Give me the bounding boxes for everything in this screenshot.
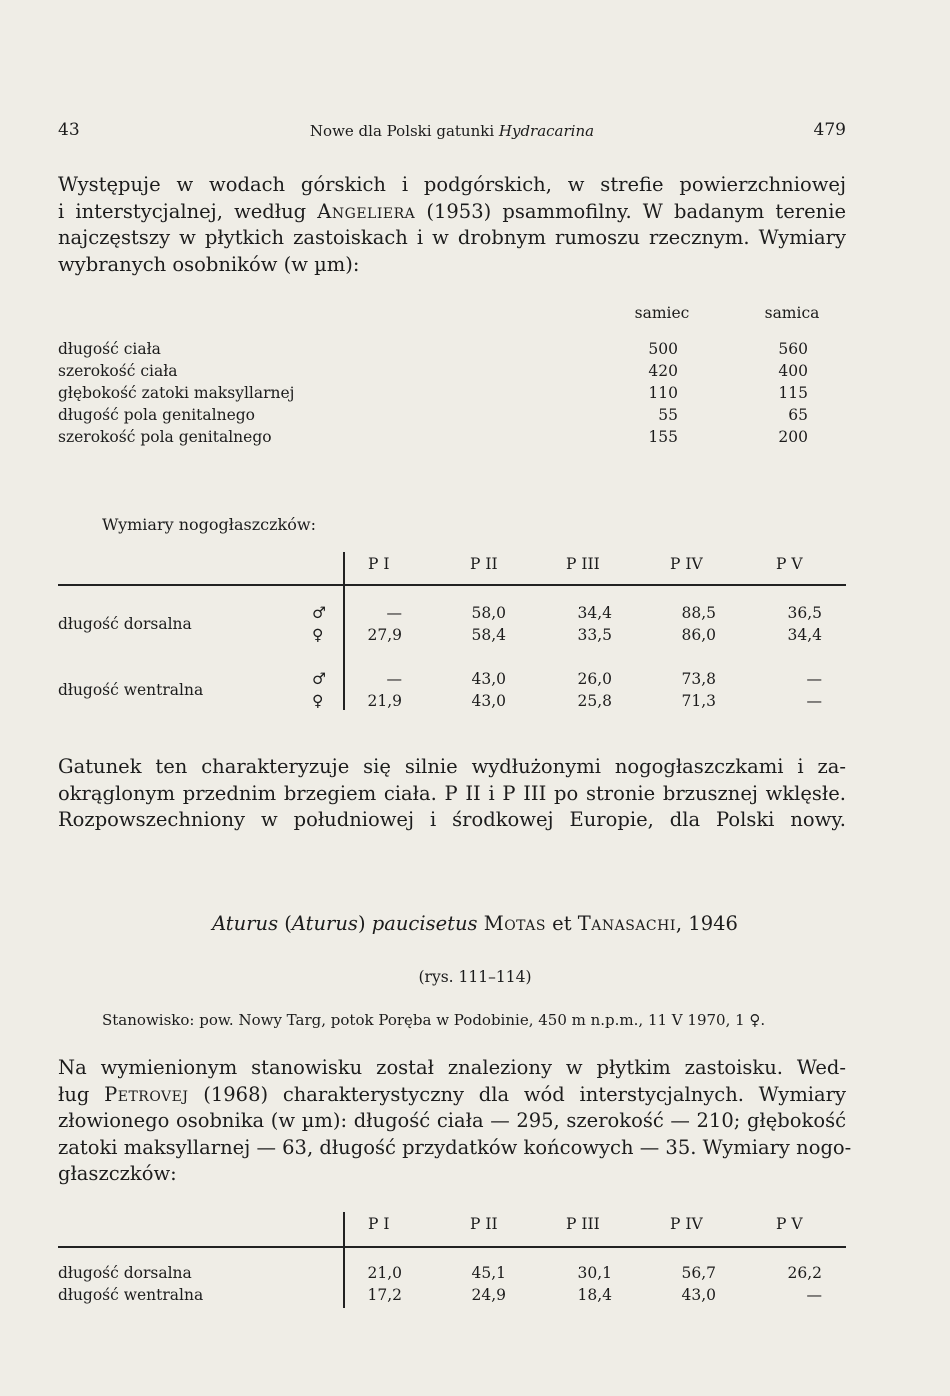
table2-row	[0, 670, 950, 692]
segment-header: P V	[776, 1215, 803, 1233]
table2-row	[0, 692, 950, 714]
table1-row	[0, 406, 950, 428]
table1-row	[0, 362, 950, 384]
dimension-label: długość pola genitalnego	[58, 406, 255, 424]
subgenus: Aturus	[291, 912, 358, 935]
para2-line: Gatunek ten charakteryzuje się silnie wydłużonymi nogogłaszczkami i za-	[58, 755, 846, 778]
table3-row	[0, 1264, 950, 1286]
author-name: Angeliera	[317, 199, 416, 223]
paragraph-occurrence	[58, 172, 846, 278]
table3-header-rule	[58, 1246, 846, 1248]
palp-value: 86,0	[681, 626, 716, 644]
station-line	[102, 1011, 846, 1029]
palp-value: 71,3	[681, 692, 716, 710]
para3-text: (1968) charakterystyczny dla wód interstycjalnych. Wymiary	[188, 1082, 847, 1106]
male-value: 155	[648, 428, 678, 446]
palp-value: —	[806, 1286, 822, 1304]
segment-header: P II	[470, 555, 498, 573]
measurement-label: długość wentralna	[58, 1286, 204, 1304]
et-word: et	[552, 912, 572, 935]
segment-header: P V	[776, 555, 803, 573]
para1-text: (1953) psammofilny. W badanym terenie	[415, 199, 846, 223]
palp-value: 43,0	[471, 692, 506, 710]
palp-value: 26,0	[577, 670, 612, 688]
palp-value: —	[806, 692, 822, 710]
genus: Aturus	[212, 912, 279, 935]
species-epithet: paucisetus	[371, 912, 478, 935]
table2-row	[0, 626, 950, 648]
author-name: Petrovej	[104, 1082, 189, 1106]
para2-line: Rozpowszechniony w południowej i środkowej Europie, dla Polski nowy.	[58, 808, 846, 831]
para2-line: okrąglonym przednim brzegiem ciała. P II i P III po stronie brzusznej wklęsłe.	[58, 781, 846, 805]
table1-row	[0, 384, 950, 406]
table2-row	[0, 604, 950, 626]
male-value: 500	[648, 340, 678, 358]
palp-value: 30,1	[577, 1264, 612, 1282]
running-title	[58, 122, 846, 140]
male-value: 55	[658, 406, 678, 424]
station-label: Stanowisko:	[102, 1011, 195, 1029]
palp-value: 34,4	[577, 604, 612, 622]
para1-line: Występuje w wodach górskich i podgórskich, w strefie powierzchniowej	[58, 173, 846, 196]
table2-header-rule	[58, 584, 846, 586]
running-header	[58, 120, 846, 142]
male-value: 110	[648, 384, 678, 402]
palp-value: 21,9	[367, 692, 402, 710]
palp-value: 58,0	[471, 604, 506, 622]
palp-value: 58,4	[471, 626, 506, 644]
palp-value: 17,2	[367, 1286, 402, 1304]
segment-header: P III	[566, 1215, 600, 1233]
palp-value: 43,0	[681, 1286, 716, 1304]
para1-line: wybranych osobników (w µm):	[58, 252, 360, 276]
palp-value: —	[806, 670, 822, 688]
palp-dimensions-caption: Wymiary nogogłaszczków:	[102, 515, 316, 534]
table1-row	[0, 428, 950, 450]
female-value: 400	[778, 362, 808, 380]
palp-value: 27,9	[367, 626, 402, 644]
palp-value: 24,9	[471, 1286, 506, 1304]
table3-row	[0, 1286, 950, 1308]
palp-value: —	[386, 670, 402, 688]
page-number-right: 479	[813, 120, 846, 140]
measurement-label: długość wentralna	[58, 681, 204, 699]
segment-header: P I	[368, 1215, 390, 1233]
female-value: 200	[778, 428, 808, 446]
palp-value: 88,5	[681, 604, 716, 622]
segment-header: P IV	[670, 555, 703, 573]
author-2: Tanasachi	[577, 912, 676, 935]
female-value: 560	[778, 340, 808, 358]
palp-value: 56,7	[681, 1264, 716, 1282]
palp-value: 18,4	[577, 1286, 612, 1304]
dimension-label: głębokość zatoki maksyllarnej	[58, 384, 295, 402]
para1-line: najczęstszy w płytkich zastoiskach i w drobnym rumoszu rzecznym. Wymiary	[58, 226, 846, 249]
palp-value: 36,5	[787, 604, 822, 622]
paragraph-characteristics	[58, 754, 846, 834]
palp-value: —	[386, 604, 402, 622]
palp-value: 25,8	[577, 692, 612, 710]
table1-header-row	[0, 304, 950, 326]
palp-value: 33,5	[577, 626, 612, 644]
segment-header: P II	[470, 1215, 498, 1233]
segment-header: P I	[368, 555, 390, 573]
palp-value: 34,4	[787, 626, 822, 644]
palp-value: 45,1	[471, 1264, 506, 1282]
measurement-label: długość dorsalna	[58, 1264, 192, 1282]
sex-symbol: ♂	[312, 670, 326, 688]
segment-header: P III	[566, 555, 600, 573]
dimension-label: długość ciała	[58, 340, 161, 358]
author-1: Motas	[483, 912, 546, 935]
table2-header-row	[0, 555, 950, 577]
figure-reference: (rys. 111–114)	[418, 968, 532, 986]
para1-text: i interstycjalnej, według	[58, 199, 318, 223]
palp-value: 26,2	[787, 1264, 822, 1282]
palp-value: 73,8	[681, 670, 716, 688]
measurement-label: długość dorsalna	[58, 615, 192, 633]
col-male-header: samiec	[634, 304, 690, 322]
para3-line: Na wymienionym stanowisku został znaleziony w płytkim zastoisku. Wed-	[58, 1056, 846, 1079]
para3-line	[58, 1082, 846, 1109]
para1-line	[58, 199, 846, 226]
sex-symbol: ♀	[312, 626, 324, 644]
palp-value: 21,0	[367, 1264, 402, 1282]
para3-text: ług	[58, 1082, 105, 1106]
station-text: pow. Nowy Targ, potok Poręba w Podobinie, 450 m n.p.m., 11 V 1970, 1 ♀.	[194, 1011, 766, 1029]
species-heading: Aturus (Aturus) paucisetus Motas et Tanasachi, 1946	[212, 912, 738, 935]
segment-header: P IV	[670, 1215, 703, 1233]
dimension-label: szerokość ciała	[58, 362, 178, 380]
table1-row	[0, 340, 950, 362]
running-title-taxon: Hydracarina	[498, 122, 595, 140]
para3-line: głaszczków:	[58, 1162, 177, 1185]
male-value: 420	[648, 362, 678, 380]
page-number-left: 43	[58, 120, 80, 140]
para3-line: zatoki maksyllarnej — 63, długość przydatków końcowych — 35. Wymiary nogo-	[58, 1135, 852, 1159]
female-value: 115	[778, 384, 808, 402]
paragraph-record	[58, 1055, 852, 1188]
running-title-text: Nowe dla Polski gatunki	[309, 122, 499, 140]
female-value: 65	[788, 406, 808, 424]
table3-header-row	[0, 1215, 950, 1237]
sex-symbol: ♀	[312, 692, 324, 710]
para3-line: złowionego osobnika (w µm): długość ciała — 295, szerokość — 210; głębokość	[58, 1109, 846, 1132]
dimension-label: szerokość pola genitalnego	[58, 428, 272, 446]
species-year: 1946	[688, 912, 738, 935]
palp-value: 43,0	[471, 670, 506, 688]
col-female-header: samica	[764, 304, 820, 322]
sex-symbol: ♂	[312, 604, 326, 622]
